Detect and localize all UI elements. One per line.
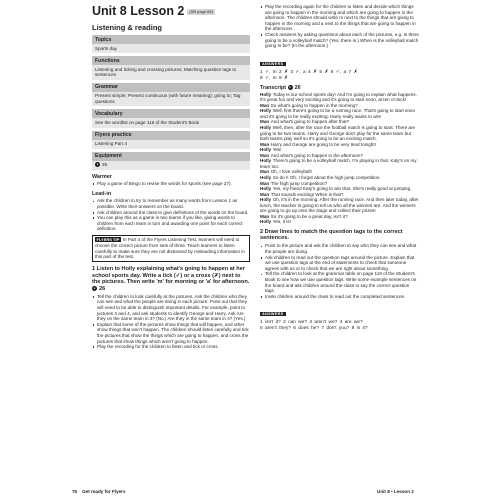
right-column: [260, 4, 420, 335]
speaker-name: Man: [260, 141, 270, 147]
unit-title-text: Unit 8 Lesson 2: [92, 4, 185, 18]
task1-continued-list: [260, 4, 420, 49]
spoken-text: Harry and George are going to be very tired tonight!: [270, 141, 376, 147]
spoken-text: The high jump competition?: [270, 180, 328, 186]
spoken-text: So what's going to happen in the morning?: [270, 102, 358, 108]
list-item: You can play this as a game in two teams if you like, giving words to children from each team in turn and awarding one point for each correct definition.: [92, 215, 250, 232]
audio-cd-icon: ●: [289, 84, 291, 89]
list-item: Ask the children to try to remember as many words from Lesson 1 as possible. Write their answers on the board.: [92, 198, 250, 209]
answers-label: ANSWERS: [262, 61, 284, 66]
list-item: Check answers by asking questions about each of the pictures, e.g. Is there going to be a volleyball match? (Yes, there is.) When is the volleyball match going to be? (In the afternoon.): [260, 32, 420, 49]
page-ref-badge: (SB page 65): [189, 8, 213, 14]
info-box-topics: [92, 35, 250, 53]
task1-list: [92, 294, 250, 350]
audio-cd-icon: ●: [93, 285, 96, 290]
lead-in-heading: Lead-in: [92, 190, 112, 197]
footer-right: [377, 489, 414, 494]
book-title: Get ready for Flyers: [82, 489, 126, 494]
speaker-name: Man: [260, 180, 270, 186]
transcript-heading: [260, 85, 420, 91]
speaker-name: Holly: [260, 158, 272, 164]
speaker-name: Man: [260, 169, 270, 175]
transcript-line: [260, 92, 420, 103]
spoken-text: And what's going to happen after that?: [270, 119, 350, 125]
transcript-track-number: 26: [294, 84, 301, 91]
spoken-text: There's going to be a volleyball match. I'm playing in that. Katy's on my team too.: [260, 158, 417, 169]
spoken-text: Yes, my friend Katy's going to win that. She's really good at jumping.: [272, 186, 412, 192]
footer-unit-label: Unit 8 • Lesson 2: [377, 489, 414, 494]
spoken-text: So do I! Oh, I forgot about the high jump competition.: [272, 174, 381, 180]
speaker-name: Man: [260, 102, 270, 108]
answers-label: ANSWERS: [262, 312, 284, 317]
task1-track-number: 26: [99, 285, 106, 292]
task2-heading: 2 Draw lines to match the question tags to the correct sentences.: [260, 228, 403, 242]
transcript-heading-text: Transcript: [260, 84, 287, 91]
speaker-name: Man: [260, 191, 270, 197]
list-item: Invite children around the class to read out the completed sentences.: [260, 294, 420, 300]
spoken-text: And what's going to happen in the afternoon?: [270, 152, 363, 158]
answers-line: 5 aren't they? 6 does he? 7 don't you? 8 is it?: [260, 326, 368, 332]
spoken-text: Well, first there's going to be a running race. That's going to start soon and it's going to be really exciting. Harry really wants to win!: [260, 108, 416, 119]
unit-title: [92, 4, 250, 18]
info-box-body: [92, 161, 250, 170]
speaker-name: Holly: [260, 197, 272, 203]
answers-box-task2: [260, 302, 420, 332]
answers-box-task1: [260, 52, 420, 82]
speaker-name: Holly: [260, 219, 272, 225]
speaker-name: Man: [260, 213, 270, 219]
list-item: Play the recording again for the children to listen and decide which things are going to happen in the morning and which are going to happen in the afternoon. The children should write m next to the things that are going to happen in the morning and a next to the things that are going to happen in the afternoon.: [260, 4, 420, 32]
transcript-line: [260, 108, 420, 119]
flyers-tip-label: FLYERS TIP: [96, 237, 120, 243]
transcript-line: [260, 125, 420, 142]
list-item: Play the recording for the children to listen and tick or cross.: [92, 344, 250, 350]
info-box-flyers-practice: [92, 131, 250, 149]
answers-line: 1 isn't it? 2 can we? 3 aren't we? 4 are we?: [260, 320, 363, 326]
transcript-line: [260, 197, 420, 214]
answers-line: 1 ✓, m 2 ✗ 3 ✓, a 4 ✗ 5 ✗ 6 ✓, a 7 ✗: [260, 69, 358, 75]
info-box-title: Topics: [92, 35, 250, 44]
list-item: Ask children to read out the question tags around the picture. Explain that we use question tags at the end of statements to check that someone agrees with us or to check that we are right about something.: [260, 255, 420, 272]
info-box-body: See the wordlist on page 116 of the Student's Book: [95, 119, 199, 125]
info-box-grammar: [92, 83, 250, 107]
spoken-text: Well, then, after the race the football match is going to start. There are going to be two teams. Harry and George don't play for the same team but both teams play well so it's going to be an exciting match.: [260, 125, 416, 142]
speaker-name: Holly: [260, 186, 272, 192]
page-number: 76: [72, 489, 78, 494]
spoken-text: Yes!: [272, 147, 282, 153]
info-box-title: Functions: [92, 56, 250, 65]
lead-in-list: [92, 198, 250, 232]
transcript-line: [260, 158, 420, 169]
speaker-name: Holly: [260, 174, 272, 180]
speaker-name: Man: [260, 152, 270, 158]
spoken-text: So it's going to be a great day, isn't it?: [270, 213, 348, 219]
warmer-list: [92, 181, 250, 187]
speaker-name: Holly: [260, 147, 272, 153]
lesson-subtitle: Listening & reading: [92, 23, 163, 32]
footer-left: [72, 489, 126, 494]
speaker-name: Holly: [260, 108, 272, 114]
info-box-equipment: [92, 152, 250, 170]
answers-line: 8 ✓, m 9 ✗: [260, 75, 289, 81]
speaker-name: Holly: [260, 125, 272, 131]
list-item: Explain that some of the pictures show things that will happen, and other show things that won't happen. The children should listen carefully and tick the pictures that show the things which are going to happen, and cross the pictures that show things which aren't going to happen.: [92, 322, 250, 344]
speaker-name: Man: [260, 119, 270, 125]
info-box-title: Grammar: [92, 83, 250, 92]
audio-cd-icon: ●: [96, 162, 99, 167]
info-box-title: Equipment: [92, 152, 250, 161]
speaker-name: Holly: [260, 91, 272, 97]
task1-heading-text: 1 Listen to Holly explaining what's going to happen at her school sports day. Write a tick (✓) or a cross (✗) next to the pictures. Then write 'm' for morning or 'a' for afternoon.: [92, 266, 250, 286]
task1-heading: [92, 266, 250, 292]
info-box-body: Listening and ticking and crossing pictures; Matching question tags to sentences: [95, 66, 237, 78]
equipment-track-number: 26: [102, 162, 108, 168]
spoken-text: That sounds exciting! When is that?: [270, 191, 344, 197]
transcript-body: [260, 92, 420, 225]
info-box-title: Flyers practice: [92, 131, 250, 140]
list-item: Tell the children to look carefully at the pictures. Ask the children who they can see and what the people are doing in each picture. Point out that they will need to be able to distinguish important details. For example, point to pictures 3 and 4, and ask students to identify George and Harry. Ask Are they on the same team in 3? (No.) Are they in the same team in 4? (Yes.): [92, 294, 250, 322]
spoken-text: Oh, it's in the morning. After the running race. And then later today, after lunch, the teacher is going to tell us who all the winners are. And the winners are going to go up onto the stage and collect their prizes!: [260, 197, 419, 214]
left-column: [92, 4, 250, 350]
list-item: Tell the children to look at the grammar table on page 119 of the Student's Book to see how we use question tags. Write some example sentences on the board and ask children around the class to say the correct question tags.: [260, 271, 420, 293]
spoken-text: Today is our school sports day! And I'm going to explain what happens. It's great fun and very exciting and it's going to start soon, at ten o'clock!: [260, 91, 417, 103]
task2-list: [260, 243, 420, 299]
spoken-text: Yes, it is!: [272, 219, 291, 225]
list-item: Play a game of Bingo to revise the words for sports (see page 27).: [92, 181, 250, 187]
spoken-text: Oh, I love volleyball!: [270, 169, 312, 175]
info-box-body: Sports day: [95, 45, 117, 51]
info-box-body: Listening Part 4: [95, 141, 127, 147]
info-box-body: Present simple; Present continuous (with future meaning); going to; Tag questions: [95, 93, 241, 104]
info-box-title: Vocabulary: [92, 109, 250, 118]
list-item: Ask children around the class to give definitions of the words on the board.: [92, 210, 250, 216]
list-item: Point to the picture and ask the children to say who they can see and what the people are doing.: [260, 243, 420, 254]
flyers-tip-box: [92, 235, 250, 262]
info-box-vocabulary: [92, 109, 250, 127]
transcript-line: [260, 219, 420, 225]
warmer-heading: Warmer: [92, 173, 112, 180]
info-box-functions: [92, 56, 250, 80]
flyers-tip-text: In Part 4 of the Flyers Listening Test, learners will need to choose the correct picture from sets of three. Teach learners to listen carefully to make sure they are not distracted by misleading information in this part of the test.: [95, 237, 245, 260]
